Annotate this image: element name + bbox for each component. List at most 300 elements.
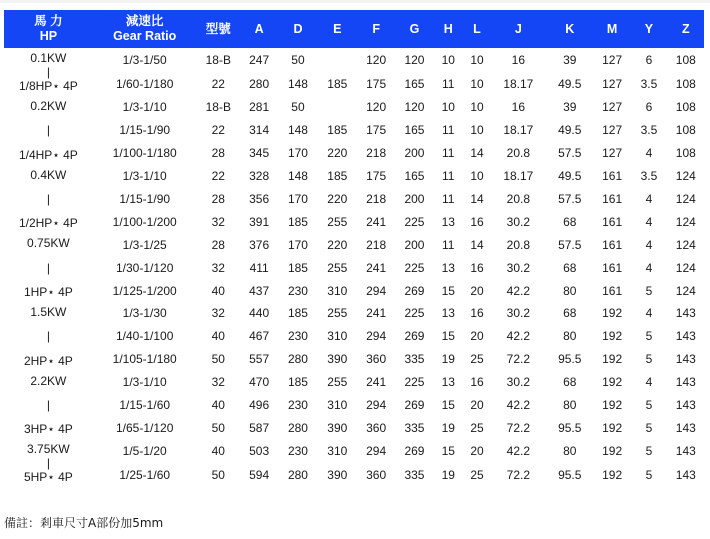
cell-l: 16 [470,260,484,275]
cell-j: 30.2 [506,260,531,275]
cell-d: 280 [287,420,308,435]
cell-g: 269 [404,444,425,459]
cell-j: 16 [511,100,526,115]
table-row [4,463,704,487]
cell-k: 49.5 [558,169,582,184]
top-divider [0,0,710,3]
table-row [4,165,704,188]
cell-d: 50 [291,53,305,67]
cell-y: 4 [645,237,653,252]
hp-hp: 1HP⋆ 4P [23,285,73,299]
cell-j: 30.2 [506,375,531,390]
cell-ratio: 1/3-1/25 [122,237,167,252]
cell-m: 161 [602,214,623,229]
hp-kw: 0.4KW [30,167,67,182]
cell-k: 95.5 [558,468,582,483]
cell-g: 225 [404,306,425,321]
table-row [4,142,704,165]
cell-h: 15 [441,444,455,459]
cell-a: 281 [249,100,270,115]
hp-cell [4,302,93,371]
footnote: 備註：剎車尺寸A部份加5mm [4,516,164,530]
cell-ratio: 1/25-1/60 [119,468,171,483]
cell-a: 496 [249,398,270,413]
cell-k: 49.5 [558,123,582,138]
cell-a: 391 [249,214,270,229]
cell-g: 120 [404,100,425,115]
header-l: L [463,10,491,48]
cell-d: 148 [287,123,308,138]
cell-f: 294 [366,283,387,298]
header-hp-sub: HP [39,29,58,43]
cell-d: 230 [287,398,308,413]
cell-k: 57.5 [558,192,582,206]
cell-k: 49.5 [558,77,582,91]
header-model: 型號 [197,10,240,48]
cell-f: 120 [366,100,387,115]
hp-sep: | [46,329,50,344]
cell-h: 11 [442,237,455,252]
table-row [4,96,704,119]
cell-h: 10 [441,53,455,67]
cell-f: 218 [366,192,387,206]
cell-l: 20 [470,283,484,298]
table-row [4,439,704,463]
cell-d: 170 [287,146,308,161]
cell-g: 165 [404,169,425,184]
cell-j: 20.8 [506,146,531,161]
cell-e: 185 [327,123,348,138]
cell-d: 148 [287,169,308,184]
cell-a: 470 [249,375,270,390]
cell-e: 185 [327,77,348,91]
cell-z: 124 [675,237,696,252]
cell-h: 13 [441,375,455,390]
cell-l: 14 [470,146,484,161]
cell-a: 280 [249,77,270,91]
hp-block [4,96,93,165]
cell-y: 5 [645,329,653,344]
cell-f: 360 [366,468,387,483]
cell-g: 269 [404,283,425,298]
cell-j: 18.17 [503,169,534,184]
hp-cell [4,233,93,302]
cell-m: 127 [602,77,623,91]
cell-model: 40 [211,283,225,298]
cell-m: 192 [602,420,623,435]
cell-d: 185 [287,306,308,321]
cell-ratio: 1/105-1/180 [112,352,177,367]
cell-g: 200 [404,192,425,206]
cell-e: 220 [327,192,348,206]
cell-f: 175 [366,77,387,91]
cell-k: 68 [563,260,577,275]
cell-a: 594 [249,468,270,483]
header-ratio-label: 減速比 [125,14,164,28]
cell-f: 241 [366,375,387,390]
cell-y: 5 [645,352,653,367]
table-row [4,72,704,96]
cell-j: 20.8 [506,237,531,252]
cell-model: 32 [211,214,225,229]
cell-m: 127 [602,53,623,67]
cell-g: 335 [404,420,425,435]
cell-z: 143 [675,468,696,483]
hp-sep: | [46,192,50,206]
cell-e: 255 [327,375,348,390]
cell-j: 20.8 [506,192,531,206]
header-d: D [278,10,317,48]
cell-e: 255 [327,306,348,321]
hp-block [4,371,93,440]
header-hp-label: 馬 力 [34,14,63,28]
cell-g: 200 [404,146,425,161]
cell-model: 50 [211,468,225,483]
cell-y: 3.5 [640,169,658,184]
cell-d: 185 [287,214,308,229]
cell-y: 5 [645,420,653,435]
cell-m: 127 [602,123,623,138]
cell-ratio: 1/5-1/20 [122,444,167,459]
cell-ratio: 1/3-1/50 [122,53,167,67]
table-row [4,48,704,72]
cell-h: 13 [441,260,455,275]
cell-l: 10 [470,77,484,91]
cell-z: 143 [675,329,696,344]
cell-k: 95.5 [558,352,582,367]
cell-k: 68 [563,375,577,390]
cell-d: 148 [287,77,308,91]
cell-model: 50 [211,420,225,435]
cell-y: 5 [645,444,653,459]
hp-kw: 3.75KW [27,442,70,457]
header-ratio-sub: Gear Ratio [113,29,177,43]
table-row [4,256,704,279]
cell-y: 4 [645,260,653,275]
cell-m: 161 [602,283,623,298]
hp-hp: 3HP⋆ 4P [23,422,73,437]
cell-k: 39 [563,53,577,67]
cell-ratio: 1/100-1/200 [112,214,177,229]
cell-a: 247 [249,53,270,67]
cell-k: 80 [563,398,577,413]
cell-m: 192 [602,306,623,321]
hp-cell [4,48,93,96]
cell-f: 241 [366,306,387,321]
cell-a: 328 [249,169,270,184]
cell-model: 32 [211,306,225,321]
cell-z: 143 [675,444,696,459]
cell-h: 10 [441,100,455,115]
header-j: J [491,10,545,48]
cell-m: 192 [602,398,623,413]
cell-ratio: 1/65-1/120 [115,420,174,435]
cell-e: 255 [327,214,348,229]
cell-k: 80 [563,329,577,344]
cell-d: 230 [287,444,308,459]
hp-kw: 2.2KW [30,373,67,388]
cell-y: 4 [645,146,653,161]
cell-j: 42.2 [506,398,531,413]
cell-ratio: 1/3-1/10 [122,100,167,115]
cell-m: 127 [602,146,623,161]
hp-cell [4,371,93,440]
header-k: K [546,10,594,48]
cell-k: 57.5 [558,237,582,252]
cell-a: 587 [249,420,270,435]
header-h: H [434,10,463,48]
cell-h: 11 [442,123,455,138]
cell-z: 108 [675,123,696,138]
cell-ratio: 1/15-1/60 [119,398,171,413]
cell-f: 175 [366,123,387,138]
table-row [4,279,704,302]
cell-model: 40 [211,444,225,459]
cell-model: 18-B [205,100,231,115]
cell-l: 16 [470,375,484,390]
cell-j: 72.2 [506,352,531,367]
cell-k: 68 [563,306,577,321]
hp-hp: 1/4HP⋆ 4P [18,147,78,162]
cell-f: 241 [366,260,387,275]
cell-model: 18-B [205,53,231,67]
cell-ratio: 1/40-1/100 [115,329,174,344]
cell-ratio: 1/30-1/120 [115,260,174,275]
cell-f: 175 [366,169,387,184]
cell-j: 18.17 [503,123,534,138]
cell-g: 120 [404,53,425,67]
cell-y: 5 [645,468,653,483]
cell-a: 314 [249,123,270,138]
cell-z: 124 [675,192,696,206]
cell-d: 50 [291,100,305,115]
cell-y: 6 [645,100,653,115]
cell-y: 5 [645,283,653,298]
cell-model: 32 [211,375,225,390]
cell-model: 50 [211,352,225,367]
cell-j: 18.17 [503,77,534,91]
table-row [4,188,704,211]
cell-a: 376 [249,237,270,252]
table-row [4,210,704,233]
hp-sep: | [46,398,50,413]
cell-k: 57.5 [558,146,582,161]
cell-k: 68 [563,214,577,229]
hp-kw: 0.2KW [30,99,67,113]
cell-a: 467 [249,329,270,344]
cell-a: 356 [249,192,270,206]
header-m: M [594,10,630,48]
cell-f: 218 [366,146,387,161]
cell-y: 3.5 [640,123,658,138]
hp-block [4,165,93,234]
cell-e: 255 [327,260,348,275]
cell-d: 230 [287,283,308,298]
cell-l: 20 [470,398,484,413]
cell-m: 192 [602,444,623,459]
cell-m: 192 [602,352,623,367]
cell-ratio: 1/15-1/90 [119,192,171,206]
cell-f: 241 [366,214,387,229]
hp-kw: 1.5KW [30,305,67,320]
cell-e: 220 [327,146,348,161]
cell-z: 108 [675,77,696,91]
cell-l: 25 [470,468,484,483]
cell-y: 4 [645,306,653,321]
cell-h: 13 [441,306,455,321]
cell-z: 143 [675,352,696,367]
cell-d: 280 [287,352,308,367]
cell-l: 20 [470,329,484,344]
cell-a: 503 [249,444,270,459]
cell-g: 335 [404,468,425,483]
table-row [4,371,704,394]
cell-l: 10 [470,123,484,138]
hp-sep: | [46,65,50,79]
cell-k: 95.5 [558,420,582,435]
cell-l: 20 [470,444,484,459]
cell-ratio: 1/3-1/10 [122,375,167,390]
table-header [4,10,704,48]
cell-m: 161 [602,169,623,184]
cell-h: 11 [442,169,455,184]
cell-h: 19 [441,352,455,367]
hp-cell [4,439,93,487]
cell-z: 143 [675,306,696,321]
cell-a: 440 [249,306,270,321]
header-e: E [318,10,357,48]
cell-h: 13 [441,214,455,229]
cell-z: 124 [675,283,696,298]
table-body [4,48,704,487]
cell-g: 200 [404,237,425,252]
cell-y: 3.5 [640,77,658,91]
cell-model: 22 [211,169,225,184]
header-ratio [93,10,197,48]
hp-hp: 1/8HP⋆ 4P [18,79,78,93]
cell-g: 269 [404,398,425,413]
cell-l: 16 [470,306,484,321]
cell-m: 192 [602,375,623,390]
cell-m: 161 [602,192,623,206]
table-row [4,394,704,417]
cell-d: 280 [287,468,308,483]
cell-h: 15 [441,329,455,344]
header-f: F [357,10,395,48]
cell-g: 225 [404,260,425,275]
cell-a: 345 [249,146,270,161]
cell-y: 5 [645,398,653,413]
hp-sep: | [46,123,50,138]
hp-cell [4,96,93,165]
cell-d: 170 [287,192,308,206]
cell-j: 72.2 [506,468,531,483]
cell-m: 161 [602,237,623,252]
hp-sep: | [46,456,50,471]
table-row [4,325,704,348]
cell-l: 25 [470,352,484,367]
cell-y: 4 [645,214,653,229]
cell-d: 170 [287,237,308,252]
cell-g: 269 [404,329,425,344]
cell-k: 39 [563,100,577,115]
cell-a: 557 [249,352,270,367]
table-row [4,416,704,439]
hp-kw: 0.1KW [30,51,67,65]
cell-z: 143 [675,420,696,435]
header-row [4,10,704,48]
cell-z: 108 [675,100,696,115]
hp-hp: 5HP⋆ 4P [23,470,73,485]
hp-hp: 1/2HP⋆ 4P [18,216,78,231]
header-g: G [395,10,433,48]
cell-m: 192 [602,468,623,483]
cell-j: 30.2 [506,306,531,321]
cell-g: 165 [404,123,425,138]
cell-h: 11 [442,192,455,206]
cell-f: 360 [366,420,387,435]
cell-z: 143 [675,398,696,413]
cell-e: 220 [327,237,348,252]
cell-a: 437 [249,283,270,298]
header-a: A [240,10,278,48]
cell-e: 390 [327,468,348,483]
hp-hp: 2HP⋆ 4P [23,353,73,368]
cell-k: 80 [563,444,577,459]
hp-block [4,302,93,371]
gear-motor-spec-table [4,10,704,487]
cell-g: 165 [404,77,425,91]
hp-block [4,48,93,96]
cell-l: 14 [470,192,484,206]
cell-d: 230 [287,329,308,344]
cell-h: 15 [441,283,455,298]
cell-e: 185 [327,169,348,184]
cell-g: 225 [404,214,425,229]
header-y: Y [630,10,667,48]
cell-ratio: 1/125-1/200 [112,283,177,298]
cell-model: 22 [211,123,225,138]
cell-h: 15 [441,398,455,413]
cell-f: 120 [366,53,387,67]
cell-e [318,96,357,119]
cell-model: 28 [211,237,225,252]
cell-model: 28 [211,192,225,206]
cell-y: 4 [645,192,653,206]
cell-ratio: 1/100-1/180 [112,146,177,161]
cell-e: 310 [327,329,348,344]
table-row [4,119,704,142]
cell-f: 218 [366,237,387,252]
cell-j: 72.2 [506,420,531,435]
header-z: Z [668,10,704,48]
cell-e: 310 [327,444,348,459]
cell-l: 10 [470,169,484,184]
table-row [4,348,704,371]
cell-l: 16 [470,214,484,229]
cell-l: 10 [470,53,484,67]
cell-m: 192 [602,329,623,344]
cell-ratio: 1/60-1/180 [115,77,174,91]
cell-z: 124 [675,260,696,275]
cell-j: 42.2 [506,329,531,344]
cell-y: 4 [645,375,653,390]
cell-model: 40 [211,329,225,344]
cell-z: 124 [675,214,696,229]
cell-z: 143 [675,375,696,390]
cell-j: 42.2 [506,283,531,298]
hp-block [4,233,93,302]
